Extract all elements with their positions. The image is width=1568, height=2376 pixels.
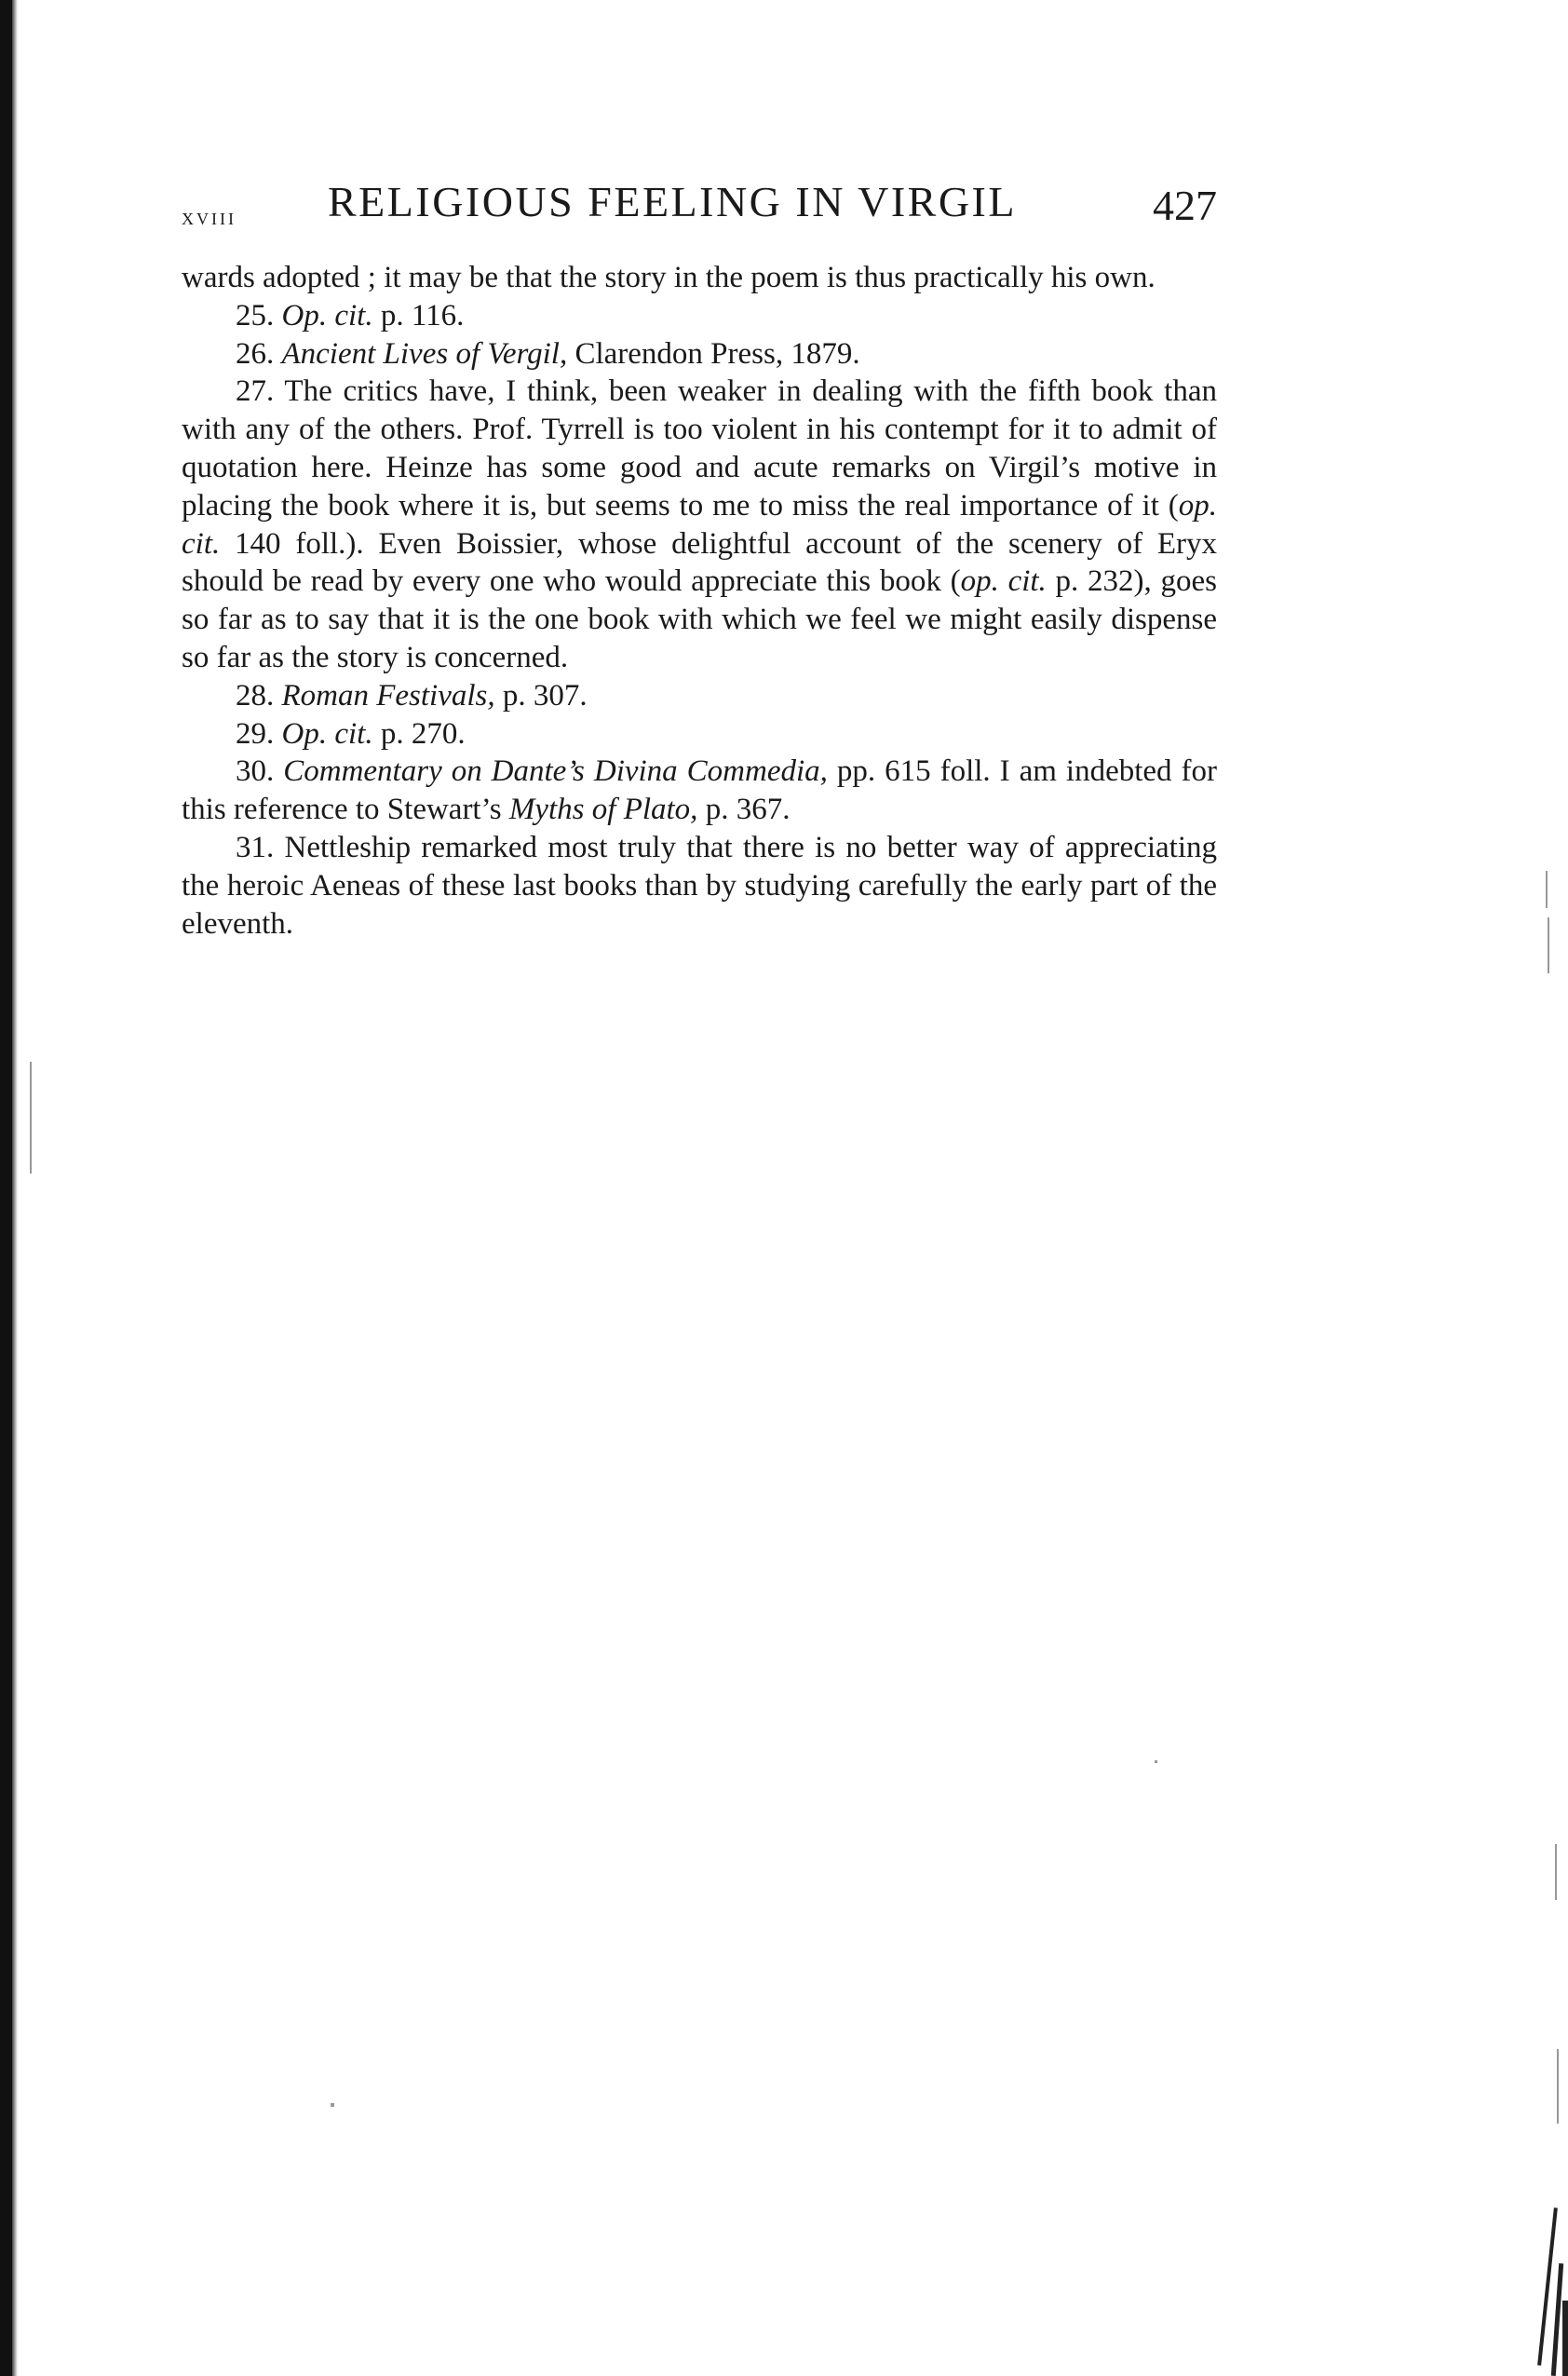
note-number: 25. bbox=[236, 298, 275, 333]
note-30 bbox=[182, 753, 1217, 829]
note-citation: Roman Festivals, bbox=[281, 678, 495, 713]
note-26 bbox=[182, 335, 1217, 373]
scan-speck bbox=[1555, 1844, 1557, 1900]
book-page bbox=[182, 177, 1217, 943]
note-25 bbox=[182, 297, 1217, 335]
running-title: RELIGIOUS FEELING IN VIRGIL bbox=[328, 178, 1017, 225]
note-text: p. 367. bbox=[697, 793, 791, 827]
note-number: 27. bbox=[236, 374, 275, 409]
note-citation: op. cit. bbox=[182, 488, 1217, 561]
note-text: p. 307. bbox=[494, 678, 588, 713]
book-spine-edge bbox=[12, 0, 18, 2376]
note-citation: Op. cit. bbox=[281, 716, 373, 751]
page-edge-mark bbox=[1562, 2301, 1568, 2376]
note-text: 140 foll.). Even Boissier, whose delightful account of the scenery of Eryx should be read by every one who would appreciate this book ( bbox=[182, 526, 1217, 599]
note-citation: Commentary on Dante’s Divina Commedia, bbox=[283, 754, 828, 789]
scan-speck bbox=[1548, 917, 1549, 973]
page-number: 427 bbox=[1153, 182, 1217, 229]
note-text: pp. 615 foll. I am indebted for this reference to Stewart’s bbox=[182, 754, 1217, 827]
note-27 bbox=[182, 373, 1217, 676]
scan-speck bbox=[331, 2103, 334, 2107]
note-citation: op. cit. bbox=[960, 564, 1047, 599]
note-number: 26. bbox=[236, 336, 275, 371]
scan-speck bbox=[1546, 871, 1548, 908]
note-text: p. 116. bbox=[372, 298, 465, 333]
section-number: xviii bbox=[182, 203, 237, 230]
scan-speck bbox=[30, 1062, 32, 1174]
note-citation: Ancient Lives of Vergil, bbox=[281, 336, 568, 371]
continuation-paragraph: wards adopted ; it may be that the story in the poem is thus practically his own. bbox=[182, 261, 1156, 294]
note-31 bbox=[182, 829, 1217, 943]
note-citation: Op. cit. bbox=[281, 298, 373, 333]
note-number: 31. bbox=[236, 830, 275, 864]
running-header bbox=[182, 177, 1217, 242]
note-28 bbox=[182, 677, 1217, 715]
note-text: Nettleship remarked most truly that there is no better way of appreciating the heroic Aeneas of these last books than by studying carefully the early part of the eleventh. bbox=[182, 830, 1217, 941]
note-text: Clarendon Press, 1879. bbox=[567, 336, 860, 371]
note-29 bbox=[182, 715, 1217, 754]
note-citation: Myths of Plato, bbox=[508, 793, 698, 827]
book-spine-shadow bbox=[0, 0, 12, 2376]
note-text: p. 270. bbox=[372, 716, 466, 751]
note-number: 29. bbox=[236, 716, 275, 751]
note-text: p. 232), goes so far as to say that it is the one book with which we feel we might easily dispense so far as the story is concerned. bbox=[182, 564, 1218, 674]
note-text: The critics have, I think, been weaker in dealing with the fifth book than with any of the others. Prof. Tyrrell is too violent in his contempt for it to admit of quotation here. Heinze has some good and acute remarks on Virgil’s motive in placing the book where it is, but seems to me to miss the real importance of it ( bbox=[182, 374, 1217, 523]
note-number: 30. bbox=[236, 754, 275, 789]
scan-speck bbox=[1155, 1760, 1157, 1763]
scan-speck bbox=[1557, 2049, 1559, 2124]
note-number: 28. bbox=[236, 678, 275, 713]
notes-body bbox=[182, 259, 1217, 943]
